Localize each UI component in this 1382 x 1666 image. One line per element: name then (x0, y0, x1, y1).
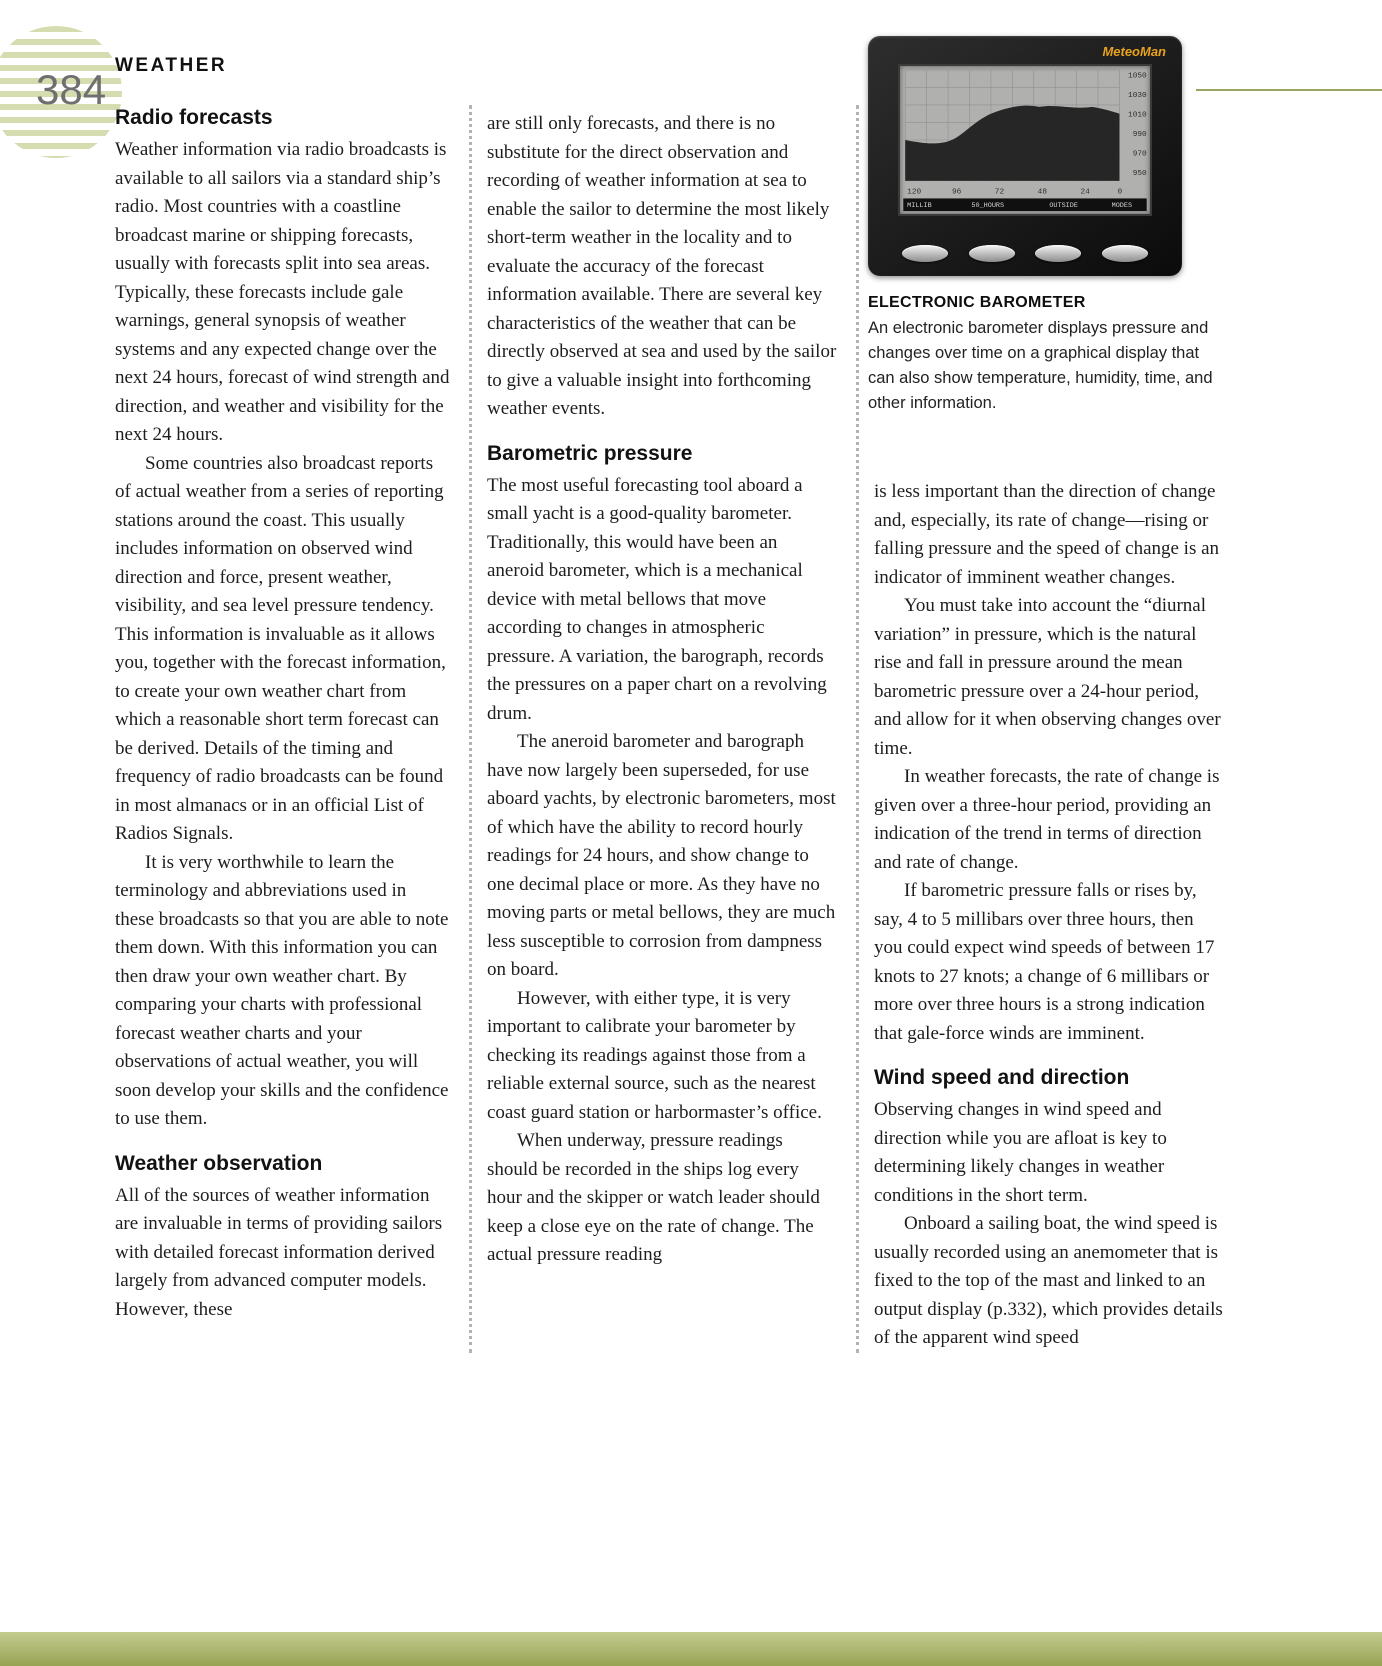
status-label: MODES (1111, 202, 1133, 211)
paragraph: If barometric pressure falls or rises by, say, 4 to 5 millibars over three hours, then you could expect wind speeds of between 17 knots to 27 knots; a change of 6 millibars or more over three hours is a strong indication that gale-force winds are imminent. (874, 880, 1215, 1044)
y-axis-label: 950 (1132, 170, 1147, 179)
column-3 (874, 105, 1224, 1353)
status-label: OUTSIDE (1049, 202, 1078, 211)
paragraph: All of the sources of weather information are invaluable in terms of providing sailors with detailed forecast information derived largely from advanced computer models. However, these (115, 1184, 443, 1320)
paragraph: The aneroid barometer and barograph have now largely been superseded, for use aboard yachts, by electronic barometers, most of which have the ability to record hourly readings for 24 hours, and show change to one decimal place or more. As they have no moving parts or metal bellows, they are much less susceptible to corrosion from dampness on board. (487, 731, 836, 980)
heading-weather-observation: Weather observation (115, 1151, 323, 1175)
heading-barometric-pressure: Barometric pressure (487, 441, 693, 465)
x-axis-label: 72 (994, 188, 1005, 197)
paragraph: Observing changes in wind speed and direction while you are afloat is key to determining likely changes in weather conditions in the short term. (874, 1099, 1167, 1206)
figure-caption-text: An electronic barometer displays pressure and changes over time on a graphical display that can also show temperature, humidity, time, and other information. (868, 319, 1213, 412)
x-axis-label: 0 (1117, 188, 1123, 197)
paragraph: are still only forecasts, and there is no substitute for the direct observation and recording of weather information at sea to enable the sailor to determine the most likely short-term weather in the locality and to evaluate the accuracy of the forecast information available. There are several key characteristics of the weather that can be directly observed at sea and used by the sailor to give a valuable insight into forthcoming weather events. (487, 113, 837, 419)
column-2 (487, 105, 837, 1353)
x-axis-label: 96 (951, 188, 962, 197)
x-axis-label: 48 (1037, 188, 1047, 197)
y-axis-label: 990 (1132, 131, 1147, 140)
bottom-page-band (0, 1632, 1382, 1666)
paragraph: In weather forecasts, the rate of change is given over a three-hour period, providing an indication of the trend in terms of direction and rate of change. (874, 766, 1220, 873)
paragraph: Weather information via radio broadcasts is available to all sailors via a standard ship’s radio. Most countries with a coastline broadcast marine or shipping forecasts, usually with forecasts split into sea areas. Typically, these forecasts include gale warnings, general synopsis of weather systems and any expected change over the next 24 hours, forecast of wind strength and direction, and weather and visibility for the next 24 hours. (115, 139, 450, 445)
section-header: WEATHER (115, 55, 228, 76)
column-divider (856, 105, 859, 1353)
paragraph: The most useful forecasting tool aboard a small yacht is a good-quality barometer. Traditionally, this would have been an aneroid barometer, which is a mechanical device with metal bellows that move according to changes in atmospheric pressure. A variation, the barograph, records the pressures on a paper chart on a revolving drum. (487, 474, 827, 724)
paragraph: You must take into account the “diurnal variation” in pressure, which is the natural rise and fall in pressure around the mean barometric pressure over a 24-hour period, and allow for it when observing changes over time. (874, 595, 1221, 759)
x-axis-label: 24 (1080, 188, 1090, 197)
page-number: 384 (36, 66, 107, 113)
x-axis-label: 120 (907, 188, 922, 197)
paragraph: Some countries also broadcast reports of actual weather from a series of reporting stations around the coast. This usually includes information on observed wind direction and force, present weather, visibility, and sea level pressure tendency. This information is invaluable as it allows you, together with the forecast information, to create your own weather chart from which a reasonable short term forecast can be derived. Details of the timing and frequency of radio broadcasts can be found in most almanacs or in an official List of Radios Signals. (115, 452, 446, 844)
column-1 (115, 105, 450, 1353)
device-brand-logo: MeteoMan (1102, 44, 1166, 59)
figure-caption-title: ELECTRONIC BAROMETER (868, 294, 1086, 311)
column-divider (469, 105, 472, 1353)
paragraph: Onboard a sailing boat, the wind speed is usually recorded using an anemometer that is fixed to the top of the mast and linked to an output display (p.332), which provides details of the apparent wind speed (874, 1213, 1223, 1348)
paragraph: is less important than the direction of change and, especially, its rate of change—rising or falling pressure and the speed of change is an indicator of imminent weather changes. (874, 481, 1220, 588)
paragraph: When underway, pressure readings should be recorded in the ships log every hour and the skipper or watch leader should keep a close eye on the rate of change. The actual pressure reading (487, 1130, 820, 1265)
status-label: MILLIB (907, 202, 932, 211)
y-axis-label: 1010 (1128, 111, 1147, 120)
y-axis-label: 970 (1132, 150, 1147, 159)
y-axis-label: 1050 (1128, 72, 1147, 81)
paragraph: It is very worthwhile to learn the terminology and abbreviations used in these broadcasts so that you are able to note them down. With this information you can then draw your own weather chart. By comparing your charts with professional forecast weather charts and your observations of actual weather, you will soon develop your skills and the confidence to use them. (115, 851, 449, 1129)
paragraph: However, with either type, it is very important to calibrate your barometer by checking its readings against those from a reliable external source, such as the nearest coast guard station or harbormaster’s office. (487, 987, 822, 1123)
status-label: 50_HOURS (971, 202, 1005, 211)
heading-wind-speed-direction: Wind speed and direction (874, 1066, 1130, 1089)
y-axis-label: 1030 (1128, 92, 1147, 101)
top-right-rule (1196, 89, 1382, 91)
heading-radio-forecasts: Radio forecasts (115, 106, 273, 129)
article-columns (115, 105, 1224, 1353)
